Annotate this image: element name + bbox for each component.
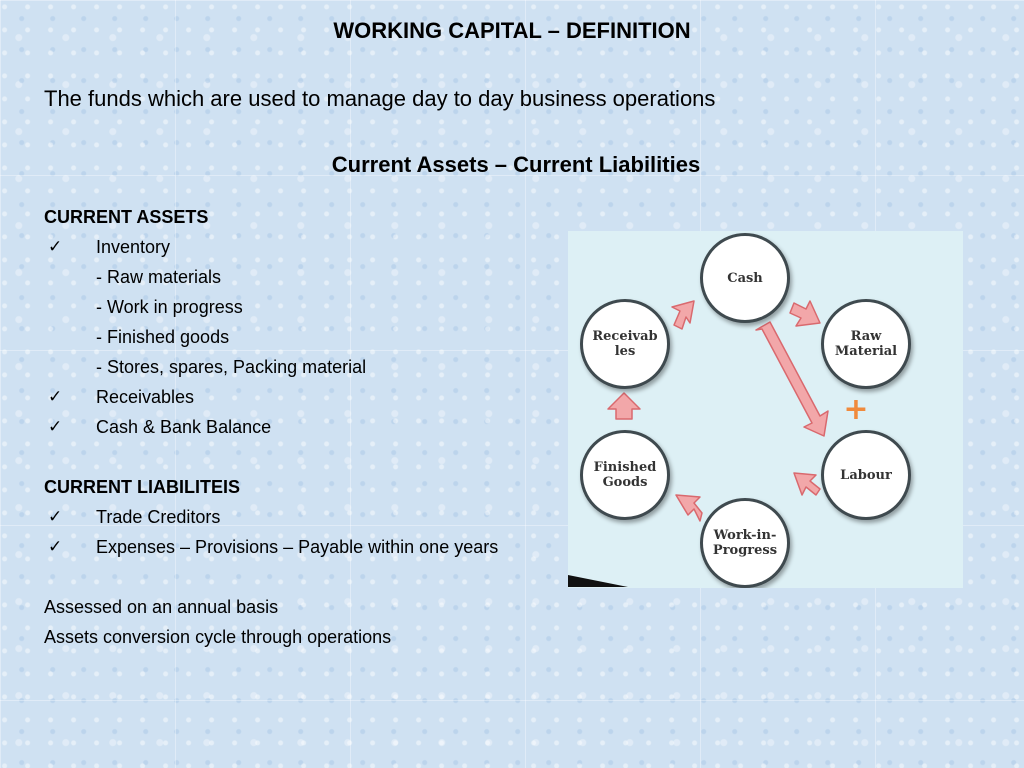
list-subitem	[44, 262, 222, 292]
conversion-cycle-note: Assets conversion cycle through operations	[44, 627, 392, 647]
finished-to-receivables-arrow	[608, 393, 640, 419]
raw-material-label-line2: Material	[834, 344, 898, 359]
plus-sign: +	[843, 392, 869, 427]
definition-text: The funds which are used to manage day to day business operations	[44, 86, 716, 111]
finished-goods-node	[580, 430, 670, 520]
checkmark-icon: ✓	[48, 237, 63, 256]
finished-label-line1: Finished	[593, 460, 657, 475]
black-wedge	[568, 575, 628, 587]
list-item	[44, 532, 499, 562]
wip-to-finished-arrow	[676, 495, 702, 521]
cash-node	[700, 233, 790, 323]
receivables-node	[580, 299, 670, 389]
list-subitem	[44, 292, 243, 322]
wip-label-line2: Progress	[712, 543, 778, 558]
checkmark-icon: ✓	[48, 507, 63, 526]
work-in-progress-node	[700, 498, 790, 588]
current-liabilities-section	[44, 472, 499, 562]
raw-materials-label: - Raw materials	[96, 267, 222, 287]
slide-title: WORKING CAPITAL – DEFINITION	[333, 18, 691, 43]
list-subitem	[44, 322, 230, 352]
trade-creditors-label: Trade Creditors	[96, 507, 221, 527]
labour-node-label: Labour	[840, 467, 892, 483]
receivables-to-cash-arrow	[672, 301, 694, 329]
list-item	[44, 502, 240, 532]
finished-goods-label: - Finished goods	[96, 327, 230, 347]
list-subitem	[44, 352, 367, 382]
receivables-label: Receivables	[96, 387, 195, 407]
labour-node	[821, 430, 911, 520]
cash-node-label: Cash	[727, 270, 763, 286]
receivables-label-line1: Receivab	[592, 329, 658, 344]
working-capital-cycle-diagram	[568, 231, 963, 588]
wip-label-line1: Work-in-	[713, 528, 777, 543]
cash-to-labour-arrow	[756, 322, 828, 436]
list-item	[44, 382, 208, 412]
current-liabilities-heading: CURRENT LIABILITEIS	[44, 477, 240, 497]
inventory-label: Inventory	[96, 237, 171, 257]
formula-text: Current Assets – Current Liabilities	[331, 152, 701, 177]
list-item	[44, 232, 208, 262]
finished-label-line2: Goods	[602, 475, 648, 490]
annual-basis-note: Assessed on an annual basis	[44, 597, 279, 617]
current-assets-section	[44, 202, 367, 442]
notes-section	[44, 592, 391, 652]
cash-to-raw-arrow	[790, 301, 820, 326]
labour-to-wip-arrow	[794, 473, 820, 495]
raw-material-label-line1: Raw	[850, 329, 882, 344]
checkmark-icon: ✓	[48, 387, 63, 406]
checkmark-icon: ✓	[48, 537, 63, 556]
expenses-label: Expenses – Provisions – Payable within one years	[96, 537, 499, 557]
cash-bank-label: Cash & Bank Balance	[96, 417, 272, 437]
list-item	[44, 412, 272, 442]
current-assets-heading: CURRENT ASSETS	[44, 207, 209, 227]
stores-spares-label: - Stores, spares, Packing material	[96, 357, 367, 377]
work-in-progress-label: - Work in progress	[96, 297, 243, 317]
receivables-label-line2: les	[614, 344, 636, 359]
raw-material-node	[821, 299, 911, 389]
checkmark-icon: ✓	[48, 417, 63, 436]
